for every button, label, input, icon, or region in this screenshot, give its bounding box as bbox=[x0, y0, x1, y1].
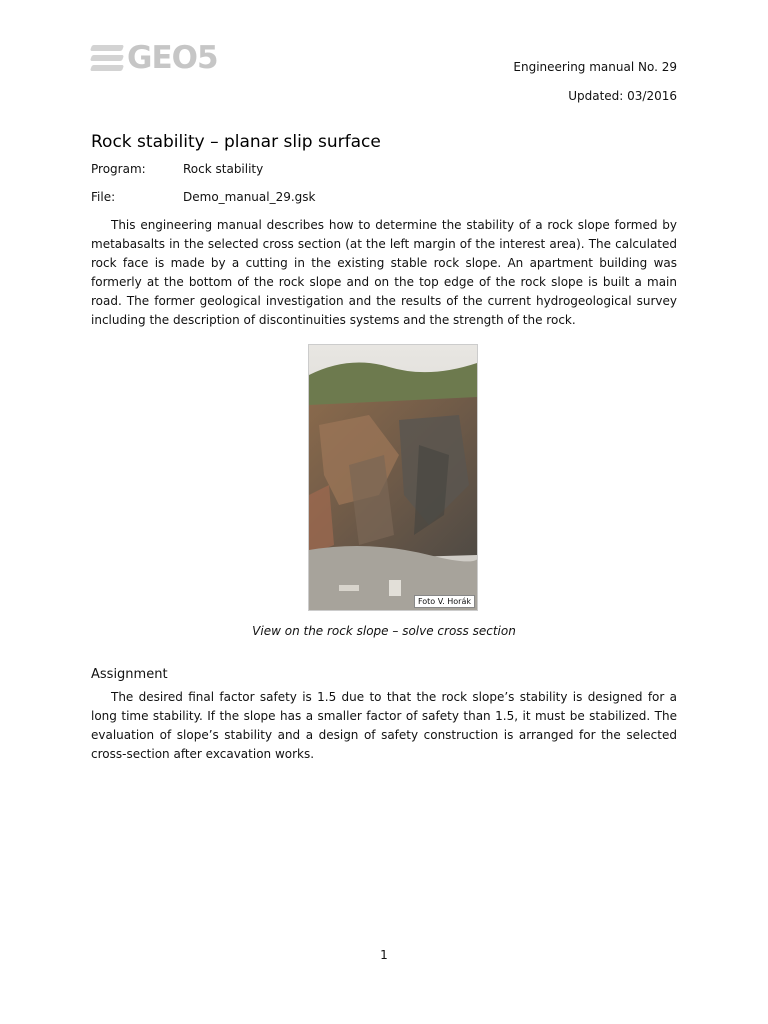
file-field bbox=[91, 190, 316, 204]
geo5-logo-text: GEO5 bbox=[127, 40, 218, 76]
file-value: Demo_manual_29.gsk bbox=[183, 190, 316, 204]
figure-caption: View on the rock slope – solve cross section bbox=[252, 624, 516, 638]
rock-slope-photo bbox=[308, 344, 478, 611]
rock-slope-image bbox=[309, 345, 477, 610]
assignment-paragraph: The desired final factor safety is 1.5 due to that the rock slope’s stability is designed for a long time stability. If the slope has a smaller factor of safety than 1.5, it must be stabilized. The evaluation of slope’s stability and a design of safety construction is arranged for the selected cross-section after excavation works. bbox=[91, 690, 677, 761]
program-field bbox=[91, 162, 263, 176]
page-number: 1 bbox=[380, 948, 388, 962]
manual-number: Engineering manual No. 29 bbox=[513, 60, 677, 74]
file-label: File: bbox=[91, 190, 116, 204]
program-value: Rock stability bbox=[183, 162, 264, 176]
program-label: Program: bbox=[91, 162, 146, 176]
assignment-heading: Assignment bbox=[91, 667, 168, 682]
geo5-logo bbox=[91, 41, 218, 75]
geo5-logo-mark bbox=[91, 43, 123, 73]
updated-date: Updated: 03/2016 bbox=[568, 89, 677, 103]
page-title: Rock stability – planar slip surface bbox=[91, 132, 381, 152]
intro-paragraph: This engineering manual describes how to determine the stability of a rock slope formed by metabasalts in the selected cross section (at the left margin of the interest area). The calculated rock face is made by a cutting in the existing stable rock slope. An apartment building was formerly at the bottom of the rock slope and on the top edge of the rock slope is built a main road. The former geological investigation and the results of the current hydrogeological survey including the description of discontinuities systems and the strength of the rock. bbox=[91, 218, 677, 327]
photo-credit: Foto V. Horák bbox=[414, 595, 475, 608]
